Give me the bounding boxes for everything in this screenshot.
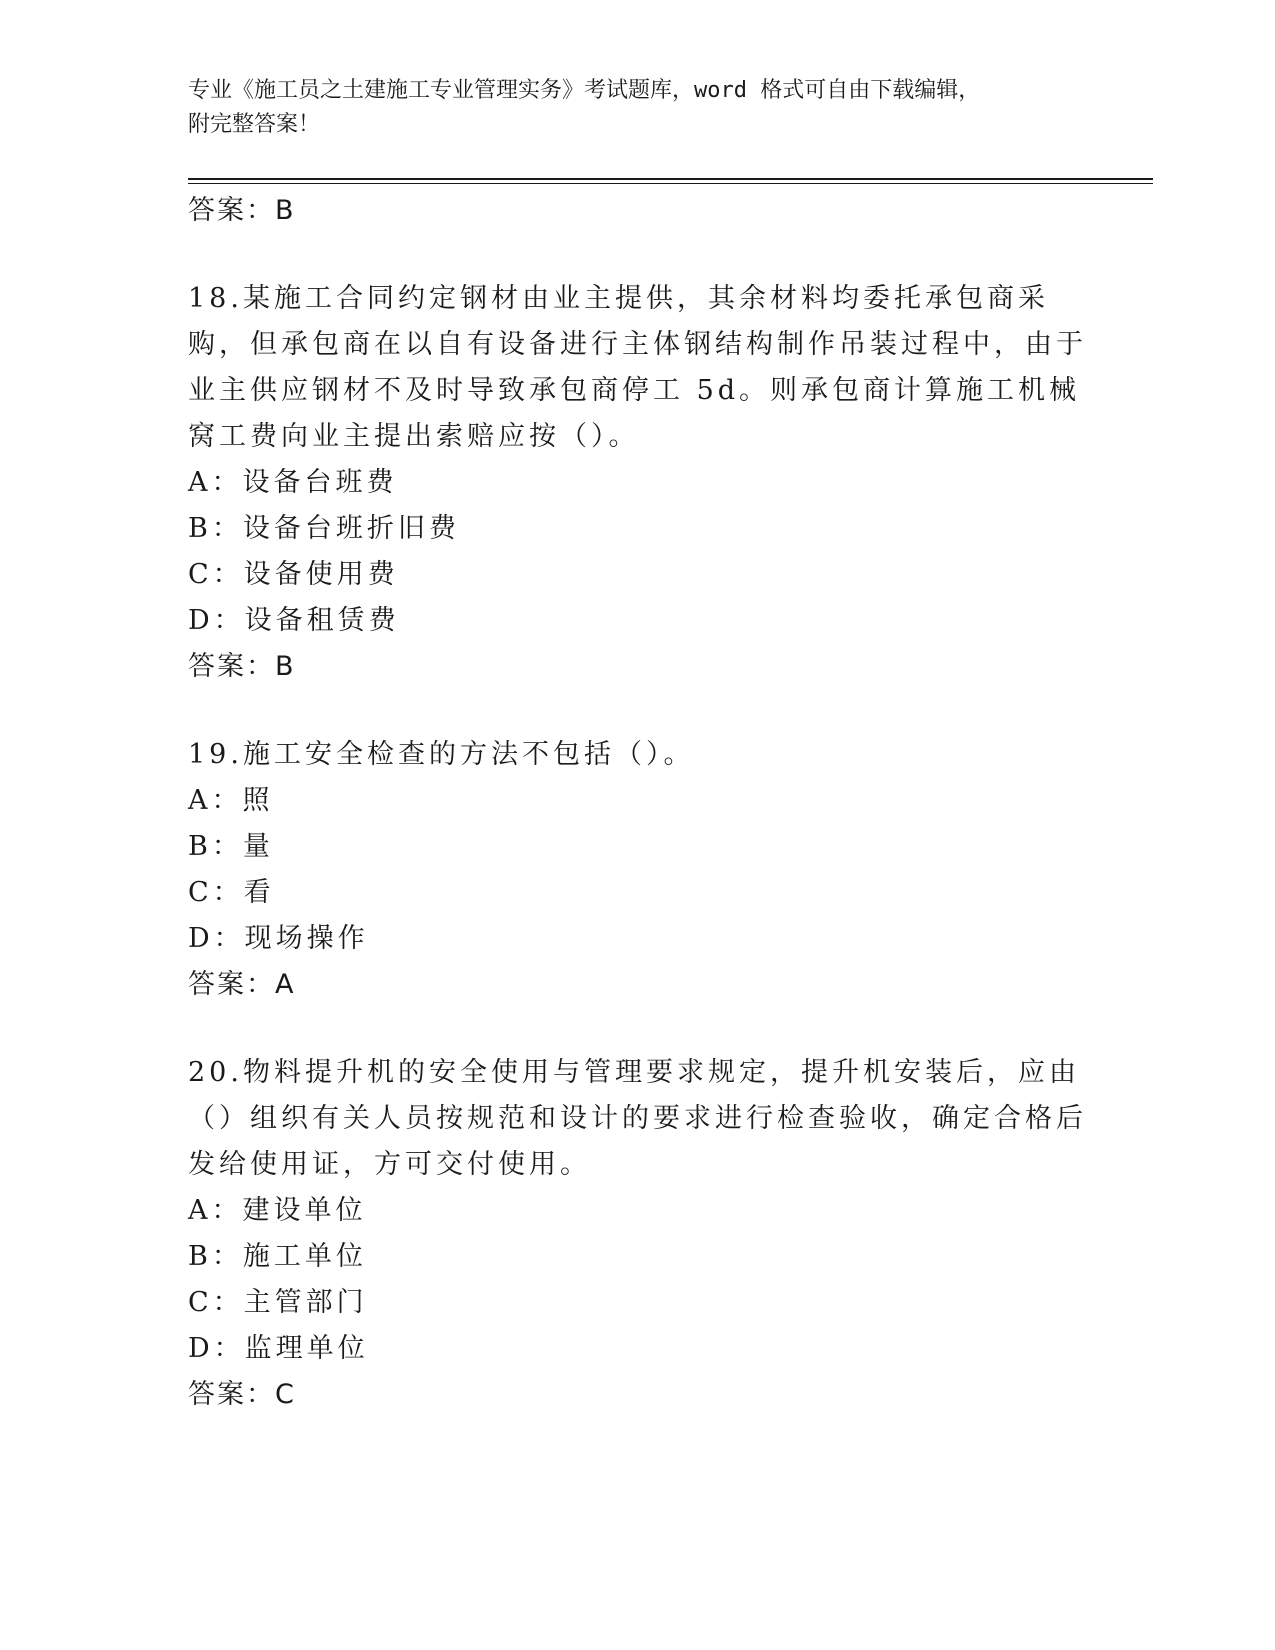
question-block-20 [188,1050,1088,1418]
option-b: B：施工单位 [188,1241,367,1272]
option-a: A：照 [188,785,274,816]
question-text: 20.物料提升机的安全使用与管理要求规定，提升机安装后，应由（）组织有关人员按规范和设计的要求进行检查验收，确定合格后发给使用证，方可交付使用。 [188,1057,1087,1180]
spacer [188,234,1088,276]
document-body [188,188,1088,1418]
answer-line: 答案：A [188,969,296,1000]
option-d: D：监理单位 [188,1333,369,1364]
previous-answer: 答案：B [188,195,296,226]
question-block-18 [188,276,1088,690]
option-a: A：建设单位 [188,1195,367,1226]
answer-line: 答案：C [188,1379,296,1410]
header-line-1: 专业《施工员之土建施工专业管理实务》考试题库，word 格式可自由下载编辑， [188,78,981,103]
header-line-2: 附完整答案！ [188,112,321,137]
header-divider-thick [188,178,1153,180]
option-c: C：设备使用费 [188,559,399,590]
option-d: D：设备租赁费 [188,605,400,636]
option-a: A：设备台班费 [188,467,398,498]
header-divider-thin [188,183,1153,184]
option-b: B：设备台班折旧费 [188,513,460,544]
answer-line: 答案：B [188,651,296,682]
spacer [188,1008,1088,1050]
option-d: D：现场操作 [188,923,369,954]
question-text: 18.某施工合同约定钢材由业主提供，其余材料均委托承包商采购，但承包商在以自有设备进行主体钢结构制作吊装过程中，由于业主供应钢材不及时导致承包商停工 5d。则承包商计算施工机械窝工费向业主提出索赔应按（）。 [188,283,1087,452]
option-b: B：量 [188,831,274,862]
spacer [188,690,1088,732]
option-c: C：主管部门 [188,1287,368,1318]
question-text: 19.施工安全检查的方法不包括（）。 [188,739,695,770]
document-header [188,74,1068,142]
question-block-19 [188,732,1088,1008]
option-c: C：看 [188,877,275,908]
